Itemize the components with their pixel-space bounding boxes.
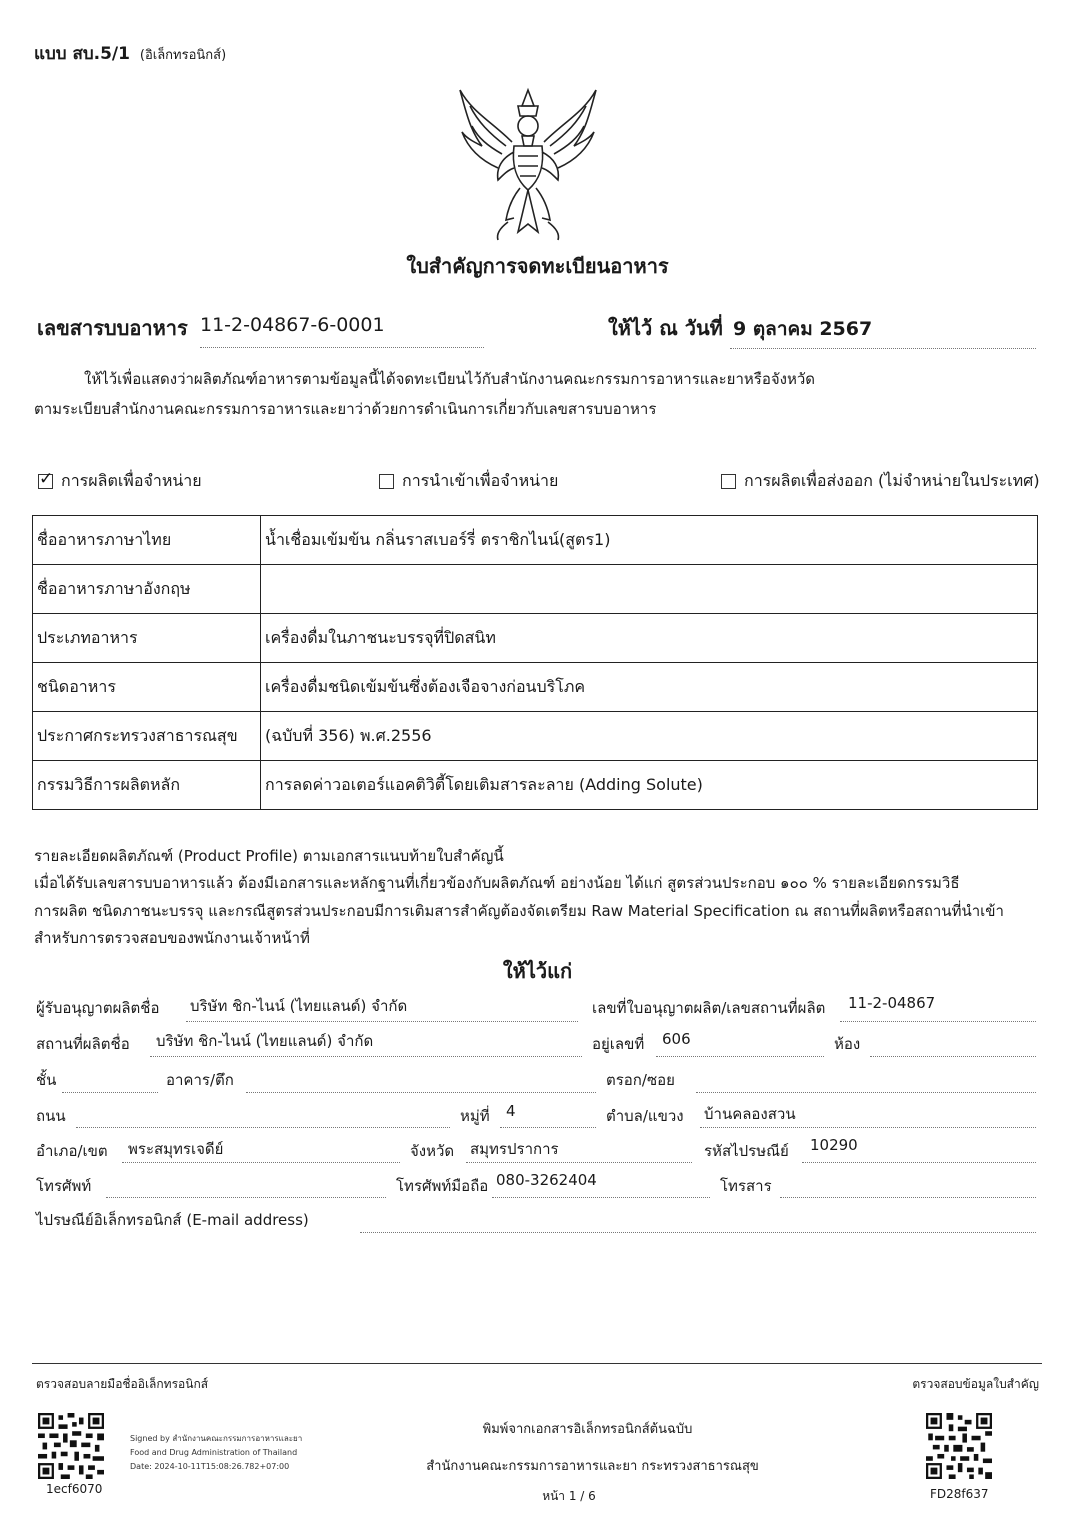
soi-underline [696,1092,1036,1093]
soi-label: ตรอก/ซอย [606,1071,675,1089]
moo-label: หมู่ที่ [460,1107,490,1125]
document-title: ใบสำคัญการจดทะเบียนอาหาร [406,254,669,278]
table-value: เครื่องดื่มในภาชนะบรรจุที่ปิดสนิท [261,614,1038,663]
site-underline [150,1056,582,1057]
form-code-subtitle: (อิเล็กทรอนิกส์) [139,48,227,63]
email-label: ไปรษณีย์อิเล็กทรอนิกส์ (E-mail address) [36,1211,309,1229]
signature-qr-code-id: 1ecf6070 [46,1482,103,1496]
registration-underline [200,347,484,348]
checked-box-icon [38,474,53,489]
province-value: สมุทรปราการ [470,1140,559,1158]
license-number-underline [840,1021,1036,1022]
option-label: การผลิตเพื่อจำหน่าย [61,471,202,490]
fax-underline [780,1197,1036,1198]
table-label: ชนิดอาหาร [33,663,261,712]
building-label: อาคาร/ตึก [166,1071,234,1089]
issue-date-underline [730,348,1036,349]
province-label: จังหวัด [410,1142,455,1160]
floor-underline [62,1092,158,1093]
form-code-text: แบบ สบ.5/1 [34,44,130,64]
postal-code-value: 10290 [810,1136,858,1154]
district-label: อำเภอ/เขต [36,1142,108,1160]
mobile-label: โทรศัพท์มือถือ [396,1177,489,1195]
table-value: เครื่องดื่มชนิดเข้มข้นซึ่งต้องเจือจางก่อนบริโภค [261,663,1038,712]
subdistrict-label: ตำบล/แขวง [606,1107,684,1125]
table-label: ชื่ออาหารภาษาไทย [33,516,261,565]
signature-date: Date: 2024-10-11T15:08:26.782+07:00 [130,1462,290,1471]
table-value: น้ำเชื่อมเข้มข้น กลิ่นราสเบอร์รี่ ตราชิกไนน์(สูตร1) [261,516,1038,565]
issue-date-label: ให้ไว้ ณ วันที่ [608,316,723,340]
district-underline [122,1162,400,1163]
table-value [261,565,1038,614]
house-number-label: อยู่เลขที่ [592,1035,645,1053]
form-code [34,40,226,67]
issuing-agency: สำนักงานคณะกรรมการอาหารและยา กระทรวงสาธารณสุข [426,1459,759,1474]
option-label: การผลิตเพื่อส่งออก (ไม่จำหน่ายในประเทศ) [744,471,1040,490]
garuda-emblem-icon [452,82,604,242]
table-value: (ฉบับที่ 356) พ.ศ.2556 [261,712,1038,761]
option-manufacture-for-sale [38,469,202,494]
page-number: หน้า 1 / 6 [542,1489,596,1503]
mobile-underline [492,1197,710,1198]
registration-label: เลขสารบบอาหาร [37,316,188,340]
certificate-qr-code-id: FD28f637 [930,1487,989,1501]
unchecked-box-icon [721,474,736,489]
subdistrict-value: บ้านคลองสวน [704,1105,796,1123]
postal-code-underline [802,1162,1036,1163]
subdistrict-underline [700,1127,1036,1128]
details-line-4: สำหรับการตรวจสอบของพนักงานเจ้าหน้าที่ [34,929,310,947]
phone-underline [106,1197,386,1198]
table-value: การลดค่าวอเตอร์แอคติวิตี้โดยเติมสารละลาย (Adding Solute) [261,761,1038,810]
details-line-2: เมื่อได้รับเลขสารบบอาหารแล้ว ต้องมีเอกสารและหลักฐานที่เกี่ยวข้องกับผลิตภัณฑ์ อย่างน้อย ได้แก่ สูตรส่วนประกอบ ๑๐๐ % รายละเอียดกรรมวิธี [34,874,960,892]
province-underline [466,1162,692,1163]
moo-underline [500,1127,596,1128]
phone-label: โทรศัพท์ [36,1177,92,1195]
room-label: ห้อง [834,1035,861,1053]
table-row [33,565,1038,614]
table-label: ชื่ออาหารภาษาอังกฤษ [33,565,261,614]
grantee-title: ให้ไว้แก่ [502,959,573,983]
license-number-label: เลขที่ใบอนุญาตผลิต/เลขสถานที่ผลิต [592,999,826,1017]
licensee-value: บริษัท ชิก-ไนน์ (ไทยแลนด์) จำกัด [190,997,408,1015]
table-label: กรรมวิธีการผลิตหลัก [33,761,261,810]
mobile-value: 080-3262404 [496,1171,597,1189]
registration-number: 11-2-04867-6-0001 [200,314,385,336]
house-number-underline [656,1056,824,1057]
district-value: พระสมุทรเจดีย์ [128,1140,224,1158]
email-underline [360,1232,1036,1233]
site-value: บริษัท ชิก-ไนน์ (ไทยแลนด์) จำกัด [156,1032,374,1050]
issue-date-value: 9 ตุลาคม 2567 [733,318,873,340]
table-label: ประเภทอาหาร [33,614,261,663]
licensee-label: ผู้รับอนุญาตผลิตชื่อ [36,999,160,1017]
room-underline [870,1056,1036,1057]
table-row [33,516,1038,565]
intro-line-2: ตามระเบียบสำนักงานคณะกรรมการอาหารและยาว่าด้วยการดำเนินการเกี่ยวกับเลขสารบบอาหาร [34,400,657,418]
verify-signature-label: ตรวจสอบลายมือชื่ออิเล็กทรอนิกส์ [36,1377,209,1391]
signature-agency: Food and Drug Administration of Thailand [130,1448,298,1457]
food-info-table [32,515,1038,810]
license-number-value: 11-2-04867 [848,994,936,1012]
postal-code-label: รหัสไปรษณีย์ [704,1142,789,1160]
building-underline [246,1092,596,1093]
road-underline [76,1127,450,1128]
unchecked-box-icon [379,474,394,489]
signature-signed-by: Signed by สำนักงานคณะกรรมการอาหารและยา [130,1434,303,1443]
licensee-underline [186,1021,578,1022]
option-label: การนำเข้าเพื่อจำหน่าย [402,471,559,490]
site-label: สถานที่ผลิตชื่อ [36,1035,130,1053]
details-line-3: การผลิต ชนิดภาชนะบรรจุ และกรณีสูตรส่วนประกอบมีการเติมสารสำคัญต้องจัดเตรียม Raw Material Specification ณ สถานที่ผลิตหรือสถานที่นำเข้า [34,902,1004,920]
road-label: ถนน [36,1107,66,1125]
table-row [33,663,1038,712]
fax-label: โทรสาร [720,1177,772,1195]
floor-label: ชั้น [36,1071,57,1089]
option-import-for-sale [379,469,558,494]
table-row [33,614,1038,663]
moo-value: 4 [506,1102,516,1120]
option-manufacture-for-export [721,469,1040,494]
table-row [33,761,1038,810]
table-row [33,712,1038,761]
house-number-value: 606 [662,1030,691,1048]
intro-line-1: ให้ไว้เพื่อแสดงว่าผลิตภัณฑ์อาหารตามข้อมูลนี้ได้จดทะเบียนไว้กับสำนักงานคณะกรรมการอาหารและยาหรือจังหวัด [84,370,815,388]
table-label: ประกาศกระทรวงสาธารณสุข [33,712,261,761]
details-line-1: รายละเอียดผลิตภัณฑ์ (Product Profile) ตามเอกสารแนบท้ายใบสำคัญนี้ [34,847,504,865]
footer-divider [32,1363,1042,1364]
certificate-qr-code-icon[interactable] [926,1413,992,1479]
verify-certificate-label: ตรวจสอบข้อมูลใบสำคัญ [912,1377,1039,1391]
printed-from-original: พิมพ์จากเอกสารอิเล็กทรอนิกส์ต้นฉบับ [482,1422,693,1437]
